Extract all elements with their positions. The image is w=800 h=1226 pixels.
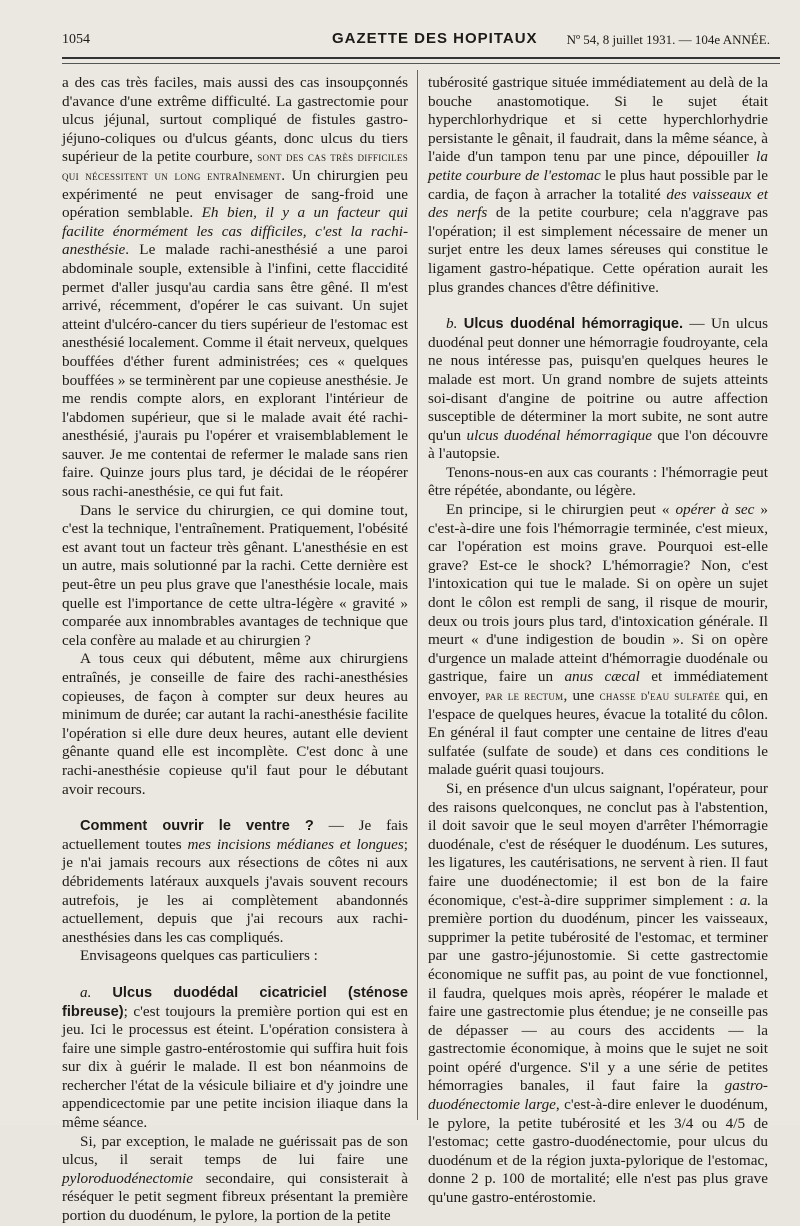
section-heading: Ulcus duodédal cicatriciel (sténose fibreuse) bbox=[62, 984, 408, 1020]
section-paragraph: a. Ulcus duodédal cicatriciel (sténose fibreuse); c'est toujours la première portion qui est en jeu. Ici le processus est éteint. L'opération consistera à faire une simple gastro-entérostomie qui suffira huit fois sur dix à guérir le malade. Il est bon néanmoins de rechercher l'état de la vésicule biliaire et d'y joindre une appendicectomie par une petite incision iliaque dans la même séance. bbox=[62, 983, 408, 1132]
paragraph: a des cas très faciles, mais aussi des cas insoupçonnés d'avance d'une extrême difficulté. La gastrectomie pour ulcus jéjunal, surtout compliqué de fistules gastro-jéjuno-coliques ou d'ulcus géants, donc ulcus du tiers supérieur de la petite courbure, sont des cas très difficiles qui nécessitent un long entraînement. Un chirurgien peu expérimenté ne peut envisager de sang-froid une opération semblable. Eh bien, il y a un facteur qui facilite énormément les cas difficiles, c'est la rachi-anesthésie. Le malade rachi-anesthésié a une paroi abdominale souple, extensible à l'infini, cette flaccidité permet d'aller jusqu'au cardia sans être gêné. Il m'est arrivé, récemment, d'opérer le cas suivant. Un sujet atteint d'ulcéro-cancer du tiers supérieur de l'estomac est anesthésié localement. Comme il était nerveux, quelques bouffées d'éther furent administrées; ces « quelques bouffées » se terminèrent par une copieuse anesthésie. Je me rendis compte alors, en explorant l'intérieur de l'abdomen supérieur, que si le malade avait été rachi-anesthésié, j'aurais pu l'opérer et vraisemblablement le sauver. Je me contentai de refermer le malade sans rien faire. Quinze jours plus tard, je décidai de le réopérer sous rachi-anesthésie, ce qui fut fait. bbox=[62, 74, 409, 501]
left-column bbox=[62, 74, 408, 1226]
section-heading: Comment ouvrir le ventre ? bbox=[80, 818, 314, 835]
paragraph: Dans le service du chirurgien, ce qui domine tout, c'est la technique, l'entraînement. Pratiquement, l'obésité est avant tout un facteur très gênant. L'anesthésie en est un autre, mais solutionné par la rachi. Cette dernière est peut-être un peu plus grave que l'anesthésie locale, mais quelle est l'importance de cette ultra-légère « gravité » comparée aux innombrables avantages de technique que cela confère au malade et au chirurgien ? bbox=[62, 501, 408, 649]
section-heading: Ulcus duodénal hémorragique. bbox=[463, 316, 684, 333]
page-header bbox=[62, 28, 780, 56]
header-rule bbox=[62, 57, 780, 59]
paragraph: A tous ceux qui débutent, même aux chirurgiens entraînés, je conseille de faire des rachi-anesthésies copieuses, de façon à compter sur deux heures au minimum de durée; car autant la rachi-anesthésie facilite l'opération si elle dure deux heures, autant elle devient gênante quand elle est incomplète. C'est donc à une rachi-anesthésie copieuse qu'il faut pour le débutant avoir recours. bbox=[62, 650, 408, 798]
paragraph: En principe, si le chirurgien peut « opérer à sec » c'est-à-dire une fois l'hémorragie terminée, c'est mieux, car l'opération est moins grave. Pourquoi est-elle grave? Est-ce le shock? L'hémorragie? Non, c'est l'intoxication qui tue le malade. Si on opère un sujet dont le côlon est rempli de sang, il risque de mourir, deux ou trois jours plus tard, d'intoxication générale. Il meurt « d'une indigestion de boudin ». Si on opère d'urgence un malade atteint d'hémorragie duodénale ou gastrique, faire un anus cæcal et immédiatement envoyer, par le rectum, une chasse d'eau sulfatée qui, en l'espace de quelques heures, évacue la totalité du côlon. En général il faut compter une centaine de litres d'eau sulfatée (sulfate de soude) et dans ces conditions le malade guérit quasi toujours. bbox=[428, 501, 768, 779]
paragraph: Tenons-nous-en aux cas courants : l'hémorragie peut être répétée, abondante, ou légère. bbox=[428, 463, 768, 500]
column-divider bbox=[417, 70, 418, 1120]
section-paragraph: Comment ouvrir le ventre ? — Je fais actuellement toutes mes incisions médianes et longues; je n'ai jamais recours aux résections de côtes ni aux débridements latéraux auxquels j'avais souvent recours autrefois, je les ai complètement abandonnés actuellement, depuis que j'ai recours aux rachi-anesthésies dans les cas compliqués. bbox=[62, 817, 408, 946]
page-number: 1054 bbox=[62, 32, 90, 47]
section-paragraph: b. Ulcus duodénal hémorragique. — Un ulcus duodénal peut donner une hémorragie foudroyante, cela ne nous intéresse pas, puisqu'en quelques heures le malade est mort. Un grand nombre de sujets atteints soi-disant d'angine de poitrine ou autre affection susceptible de déterminer la mort subite, ne sont autre qu'un ulcus duodénal hémorragique que l'on découvre à l'autopsie. bbox=[428, 315, 769, 463]
paragraph: tubérosité gastrique située immédiatement au delà de la bouche anastomotique. Si le sujet était hyperchlorhydrique et si cette hyperchlorhydrie persistante le gênait, il faudrait, dans la même séance, à l'aide d'un tampon tenu par une pince, dépouiller la petite courbure de l'estomac le plus haut possible par le cardia, de façon à arracher la totalité des vaisseaux et des nerfs de la petite courbure; cela n'aggrave pas l'opération; il est simplement nécessaire de mener un surjet entre les deux lames séreuses qui constitue le ligament gastro-hépatique. Cette opération aurait les plus grandes chances d'être définitive. bbox=[428, 74, 769, 296]
paragraph: Si, en présence d'un ulcus saignant, l'opérateur, pour des raisons quelconques, ne conclut pas à l'abstention, il doit savoir que le seul moyen d'arrêter l'hémorragie duodénale, c'est de réséquer le duodénum. Les sutures, les ligatures, les cautérisations, ne servent à rien. Il faut faire une duodénectomie; il est bon de la faire économique, c'est-à-dire supprimer simplement : a. la première portion du duodénum, pincer les vaisseaux, supprimer la petite tubérosité de l'estomac, et terminer par une gastro-jéjunostomie. Si cette gastrectomie économique ne suffit pas, au point de vue fonctionnel, il faudra, quelques mois après, réopérer le malade et faire une gastrectomie plus étendue; je ne conseille pas de dépasser — au cours des accidents — la gastrectomie économique, à moins que le sujet ne soit point opéré d'urgence. S'il y a une série de petites hémorragies banales, il faut faire la gastro-duodénectomie large, c'est-à-dire enlever le duodénum, le pylore, la petite tubérosité et les 3/4 ou 4/5 de l'estomac; cette gastro-duodénectomie, pour ulcus du duodénum et de la région juxta-pylorique de l'estomac, donne 2 p. 100 de mortalité; elle n'est pas plus grave qu'une gastro-entérostomie. bbox=[428, 779, 768, 1207]
paragraph: Envisageons quelques cas particuliers : bbox=[80, 947, 318, 965]
issue-info: Nº 54, 8 juillet 1931. — 104e ANNÉE. bbox=[566, 32, 770, 47]
header-rule-thin bbox=[62, 63, 780, 64]
journal-title: GAZETTE DES HOPITAUX bbox=[332, 30, 538, 47]
paragraph: Si, par exception, le malade ne guérissait pas de son ulcus, il serait temps de lui faire une pyloroduodénectomie secondaire, qui consisterait à réséquer le petit segment fibreux présentant la première portion du duodénum, le pylore, la portion de la petite bbox=[62, 1132, 408, 1225]
right-column bbox=[428, 74, 768, 1208]
